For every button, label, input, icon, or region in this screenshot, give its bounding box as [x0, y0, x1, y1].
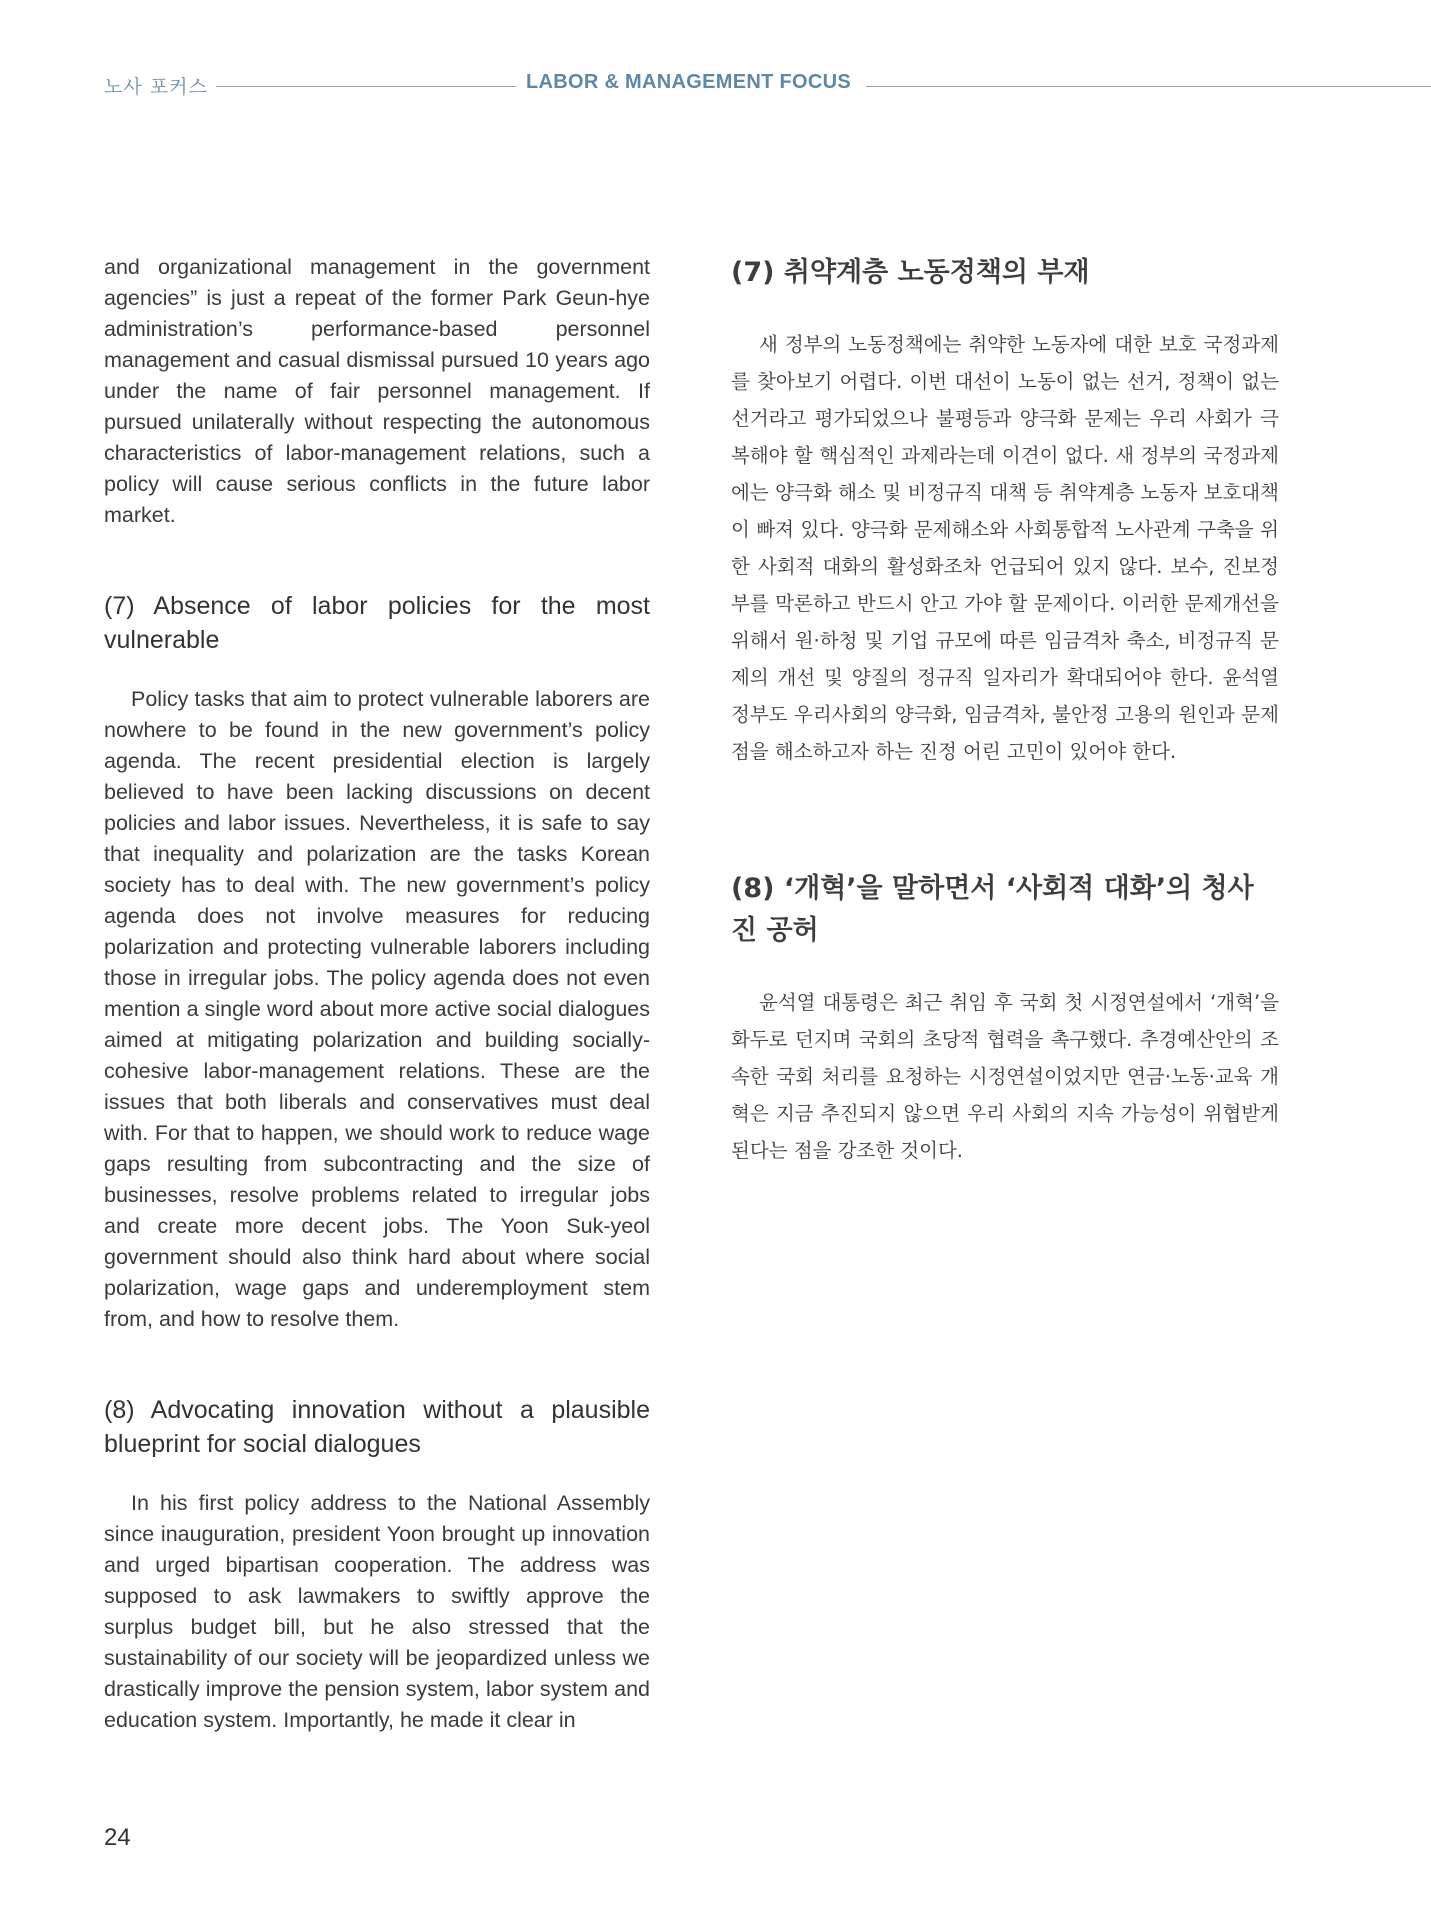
english-column — [104, 252, 650, 1736]
korean-paragraph-7: 새 정부의 노동정책에는 취약한 노동자에 대한 보호 국정과제를 찾아보기 어렵다. 이번 대선이 노동이 없는 선거, 정책이 없는 선거라고 평가되었으나 불평등과 양극화 문제는 우리 사회가 극복해야 할 핵심적인 과제라는데 이견이 없다. 새 정부의 국정과제에는 양극화 해소 및 비정규직 대책 등 취약계층 노동자 보호대책이 빠져 있다. 양극화 문제해소와 사회통합적 노사관계 구축을 위한 사회적 대화의 활성화조차 언급되어 있지 않다. 보수, 진보정부를 막론하고 반드시 안고 가야 할 문제이다. 이러한 문제개선을 위해서 원·하청 및 기업 규모에 따른 임금격차 축소, 비정규직 문제의 개선 및 양질의 정규직 일자리가 확대되어야 한다. 윤석열 정부도 우리사회의 양극화, 임금격차, 불안정 고용의 원인과 문제점을 해소하고자 하는 진정 어린 고민이 있어야 한다. — [731, 333, 1279, 763]
english-paragraph-continued: and organizational management in the government agencies” is just a repeat of the former Park Geun-hye administration’s performance-based personnel management and casual dismissal pursued 10 years ago under the name of fair personnel management. If pursued unilaterally without respecting the autonomous characteristics of labor-management relations, such a policy will cause serious conflicts in the future labor market. — [104, 255, 650, 527]
section-label-korean: 노사 포커스 — [104, 76, 208, 98]
header-rule-left — [216, 86, 516, 87]
korean-heading-8: (8) ‘개혁’을 말하면서 ‘사회적 대화’의 청사진 공허 — [731, 873, 1254, 946]
page-number: 24 — [104, 1824, 131, 1851]
korean-column — [731, 252, 1279, 1169]
english-paragraph-8: In his first policy address to the National Assembly since inauguration, president Yoon brought up innovation and urged bipartisan cooperation. The address was supposed to ask lawmakers to swiftly approve the surplus budget bill, but he also stressed that the sustainability of our society will be jeopardized unless we drastically improve the pension system, labor system and education system. Importantly, he made it clear in — [104, 1491, 650, 1732]
english-heading-8: (8) Advocating innovation without a plausible blueprint for social dialogues — [104, 1396, 650, 1458]
korean-paragraph-8: 윤석열 대통령은 최근 취임 후 국회 첫 시정연설에서 ‘개혁’을 화두로 던지며 국회의 초당적 협력을 촉구했다. 추경예산안의 조속한 국회 처리를 요청하는 시정연설이었지만 연금·노동·교육 개혁은 지금 추진되지 않으면 우리 사회의 지속 가능성이 위협받게 된다는 점을 강조한 것이다. — [731, 991, 1279, 1162]
english-heading-7: (7) Absence of labor policies for the most vulnerable — [104, 592, 650, 654]
korean-heading-7: (7) 취약계층 노동정책의 부재 — [731, 257, 1090, 288]
english-paragraph-7: Policy tasks that aim to protect vulnerable laborers are nowhere to be found in the new government’s policy agenda. The recent presidential election is largely believed to have been lacking discussions on decent policies and labor issues. Nevertheless, it is safe to say that inequality and polarization are the tasks Korean society has to deal with. The new government’s policy agenda does not involve measures for reducing polarization and protecting vulnerable laborers including those in irregular jobs. The policy agenda does not even mention a single word about more active social dialogues aimed at mitigating polarization and building socially-cohesive labor-management relations. These are the issues that both liberals and conservatives must deal with. For that to happen, we should work to reduce wage gaps resulting from subcontracting and the size of businesses, resolve problems related to irregular jobs and create more decent jobs. The Yoon Suk-yeol government should also think hard about where social polarization, wage gaps and underemployment stem from, and how to resolve them. — [104, 687, 650, 1331]
section-label-english: LABOR & MANAGEMENT FOCUS — [526, 71, 851, 93]
running-header — [104, 72, 1431, 102]
header-rule-right — [866, 86, 1431, 87]
